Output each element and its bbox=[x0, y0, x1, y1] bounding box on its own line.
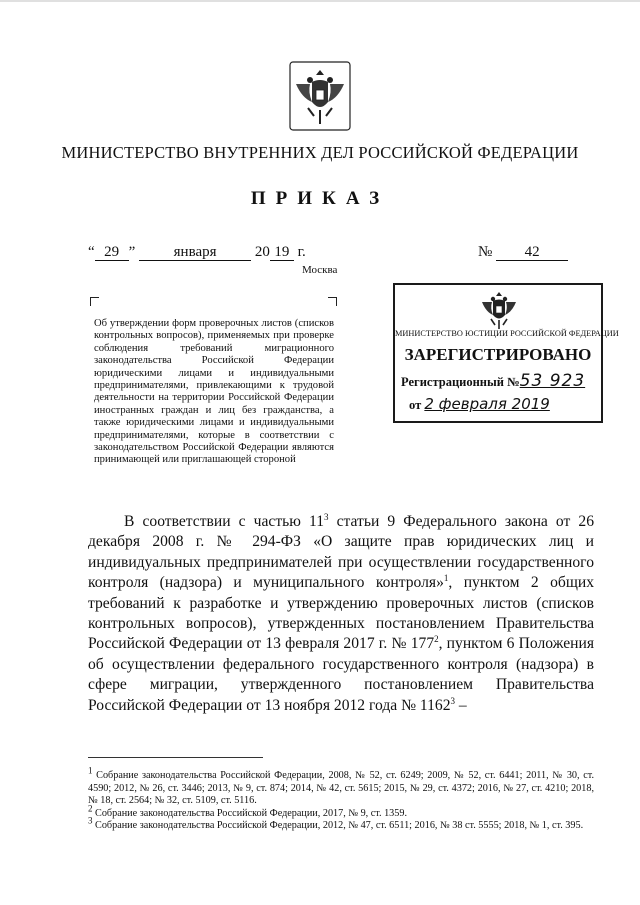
city: Москва bbox=[302, 264, 338, 276]
footnotes bbox=[88, 765, 594, 833]
date-year-abbr: г. bbox=[297, 244, 306, 260]
date-month: января bbox=[139, 245, 251, 261]
footnote bbox=[88, 765, 594, 808]
stamp-registered: ЗАРЕГИСТРИРОВАНО bbox=[404, 345, 592, 364]
order-number bbox=[478, 244, 568, 261]
stamp-date bbox=[409, 395, 550, 413]
footnote-text: Собрание законодательства Российской Федерации, 2017, № 9, ст. 1359. bbox=[92, 807, 407, 819]
footnote-mark: 2 bbox=[88, 803, 93, 814]
date-open-quote: “ bbox=[88, 244, 95, 260]
stamp-registration-number bbox=[401, 371, 585, 391]
stamp-ministry: МИНИСТЕРСТВО ЮСТИЦИИ РОССИЙСКОЙ ФЕДЕРАЦИИ bbox=[395, 329, 619, 338]
date-year-prefix: 20 bbox=[254, 244, 270, 260]
stamp-date-label: от bbox=[409, 398, 422, 412]
preamble-text-3: , пунктом 2 общих требований к разработке и утверждению проверочных листов (списков контрольных вопросов), утвержденных постановлением Правительства Российской Федерации от 13 февраля 2017 г. № 177 bbox=[88, 574, 594, 653]
document-type: ПРИКАЗ bbox=[250, 188, 390, 209]
superscript: 3 bbox=[324, 511, 329, 522]
footnote-ref: 3 bbox=[450, 695, 455, 706]
preamble-text-5: – bbox=[455, 696, 467, 714]
reg-label: Регистрационный № bbox=[401, 375, 520, 389]
footnote-mark: 3 bbox=[88, 815, 93, 826]
preamble-text-1: В соответствии с частью 11 bbox=[124, 513, 325, 530]
date-day: 29 bbox=[95, 245, 129, 261]
ministry-name: МИНИСТЕРСТВО ВНУТРЕННИХ ДЕЛ РОССИЙСКОЙ ФЕДЕРАЦИИ bbox=[61, 143, 579, 162]
date-close-quote: ” bbox=[128, 244, 136, 260]
reg-number: 53 923 bbox=[519, 371, 586, 391]
preamble-text-4: , пунктом 6 Положения об осуществлении федерального государственного контроля (надзора) в сфере миграции, утвержденного постановлением Правительства Российской Федерации от 13 ноября 2012 года № 1162 bbox=[88, 635, 594, 714]
footnote-divider bbox=[88, 757, 263, 758]
footnote-text: Собрание законодательства Российской Федерации, 2008, № 52, ст. 6249; 2009, № 52, ст. 6441; 2011, № 30, ст. 4590; 2012, № 26, ст. 3446; 2013, № 9, ст. 874; 2014, № 42, ст. 5615; 2015, № 29, ст. 4372; 2016, № 27, ст. 4210; 2018, № 18, ст. 2564; № 32, ст. 5109, ст. 5116. bbox=[88, 770, 594, 807]
footnote bbox=[88, 803, 594, 821]
footnote-mark: 1 bbox=[88, 765, 93, 776]
footnote-ref: 2 bbox=[434, 634, 439, 645]
footnote bbox=[88, 815, 594, 833]
number-label: № bbox=[478, 244, 493, 260]
scan-edge bbox=[0, 0, 640, 2]
preamble-text-2: статьи 9 Федерального закона от 26 декабря 2008 г. № 294-ФЗ «О защите прав юридических лиц и индивидуальных предпринимателей при осуществлении государственного контроля (надзора) и муниципального контроля» bbox=[88, 513, 594, 592]
order-subject: Об утверждении форм проверочных листов (списков контрольных вопросов), применяемых при проверке соблюдения требований миграционного законодательства Российской Федерации юридическими лицами и индивидуальными предпринимателями, привлекающими к трудовой деятельности на территории Российской Федерации иностранных граждан и лиц без гражданства, а также юридическими лицами и индивидуальными предпринимателями, которые в соответствии с законодательством Российской Федерации являются принимающей или приглашающей стороной bbox=[94, 318, 334, 466]
coat-of-arms-icon bbox=[288, 60, 352, 132]
footnote-text: Собрание законодательства Российской Федерации, 2012, № 47, ст. 6511; 2016, № 38 ст. 5555; 2018, № 1, ст. 395. bbox=[92, 820, 584, 832]
date-year: 19 bbox=[270, 245, 294, 261]
subject-corner-left bbox=[90, 297, 99, 306]
stamp-date-value: 2 февраля 2019 bbox=[424, 395, 550, 413]
preamble-paragraph bbox=[88, 512, 594, 716]
footnote-ref: 1 bbox=[443, 573, 449, 584]
number-value: 42 bbox=[496, 245, 568, 261]
subject-corner-right bbox=[328, 297, 337, 306]
registration-stamp bbox=[393, 283, 619, 423]
stamp-eagle-icon bbox=[479, 289, 519, 331]
order-date bbox=[88, 244, 306, 261]
